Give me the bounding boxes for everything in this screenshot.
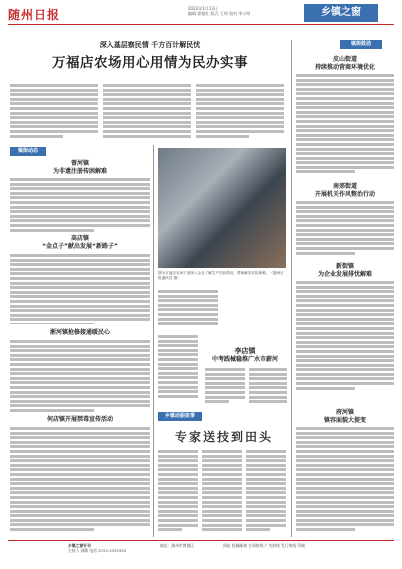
center-story-title-line2: 中考践械稳推广水市薪河 [211, 355, 278, 363]
right-section-tag: 镇街鼓劲 [340, 40, 382, 49]
newspaper-logo: 随州日报 [8, 8, 61, 22]
left-article4-body [10, 427, 150, 537]
center-body-a [158, 290, 218, 330]
feature-body-col2 [202, 450, 242, 536]
lead-headline: 万福店农场用心用情为民办实事 [52, 55, 248, 71]
right-article2-title [296, 183, 394, 198]
right-article2-body [296, 201, 394, 257]
footer-column-2: 地址：随州市曾都区 [160, 543, 195, 548]
left-article1-body [10, 178, 150, 232]
left-article2-title-line2: “金点子”献出发展“新路子” [42, 242, 118, 250]
feature-body-col3 [246, 450, 286, 536]
right-article2-title-line2: 开展机关作风整治行动 [314, 190, 375, 198]
page-footer [8, 540, 394, 563]
right-article3-title-line2: 为企业发展排忧解难 [317, 270, 372, 278]
lead-body-col1 [10, 84, 98, 140]
feature-title: 专家送技到田头 [175, 430, 274, 444]
left-article4-title: 何店镇开展禁毒宣传活动 [46, 416, 113, 423]
footer-title: 乡镇之窗专刊 [68, 543, 91, 548]
left-article3-title: 淅河镇抢修接通暖民心 [49, 329, 110, 336]
lead-photo [158, 148, 286, 268]
right-article1-title-line2: 持续推动营商环境优化 [314, 63, 375, 71]
lead-kicker: 深入基层察民情 千方百计解民忧 [99, 41, 201, 49]
right-article2-title-line1: 南郊街道 [332, 183, 357, 190]
footer-host: 主持人 郭敏 电话 0722-3333333 [68, 547, 127, 553]
right-article4-title-line1: 府河镇 [335, 409, 354, 416]
footer-column-3: 网址 投稿邮箱 订阅热线 广告热线 发行热线 印刷 [223, 543, 305, 548]
feature-body-col1 [158, 450, 198, 536]
left-article3-body [10, 340, 150, 412]
column-divider-right [291, 40, 292, 537]
left-article1-title-line1: 曾河镇 [70, 160, 89, 167]
right-article1-body [296, 74, 394, 178]
right-article1-title [296, 56, 394, 71]
center-body-d [249, 368, 287, 406]
left-section-tag: 镇街动态 [10, 147, 46, 156]
footer-column-1 [68, 544, 158, 554]
masthead-info [188, 6, 250, 16]
right-article4-body [296, 427, 394, 537]
left-article2-title-line1: 高店镇 [70, 235, 89, 242]
section-title: 乡镇之窗 [304, 4, 378, 22]
right-article1-title-line1: 皮山街道 [332, 56, 357, 63]
editor-credits: 编辑 徐俊红 版式 王明 校对 李小明 [188, 11, 251, 16]
lead-body-col3 [196, 84, 284, 140]
center-body-c [205, 368, 245, 406]
center-section-tag: 乡镇动振故事 [158, 412, 202, 421]
right-article3-body [296, 281, 394, 393]
right-article3-title [296, 263, 394, 278]
center-story-title-line1: 李店镇 [234, 347, 256, 355]
center-story-title [205, 348, 285, 363]
header-divider [8, 24, 394, 25]
left-article2-title [20, 235, 140, 250]
right-article3-title-line1: 新街镇 [335, 263, 354, 270]
left-article2-body [10, 254, 150, 324]
right-article4-title-line2: 镇容面貌大提变 [323, 416, 366, 424]
column-divider-left [153, 145, 154, 537]
left-article1-title-line2: 为非遗注册传困解难 [52, 167, 107, 175]
lead-photo-caption: 图为万福店农场干部深入企业了解生产经营情况，帮助解决实际困难。（随州日报通讯员 摄） [158, 271, 284, 280]
center-body-b [158, 335, 198, 405]
issue-date: 2022年1月13日 [188, 6, 218, 11]
right-article4-title [296, 409, 394, 424]
left-article1-title [20, 160, 140, 175]
lead-body-col2 [103, 84, 191, 140]
